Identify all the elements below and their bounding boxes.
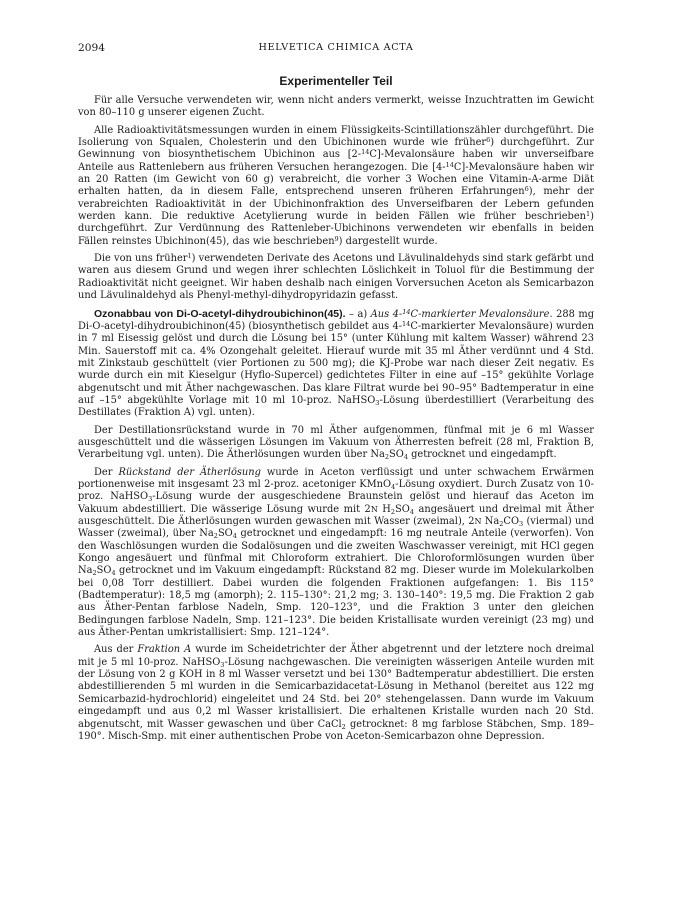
text-run: SO: [96, 565, 112, 577]
text-run: ), mehr der verabreichten Radioaktivität in der Ubichinonfraktion des Unverseifbaren der Lebern gefunden werden kann. Die reduktive Acetylierung wurde in beiden Fällen wie früher beschrieben: [78, 186, 594, 223]
section-title: Experimenteller Teil: [279, 74, 393, 88]
text-run: – a): [345, 308, 371, 320]
normality-symbol: N: [370, 504, 378, 514]
text-run: Der Destillationsrückstand wurde in 70 ml Äther aufgenommen, fünfmal mit je 6 ml Wasser ausgeschüttelt und die wässerigen Lösungen im Vakuum von Ätherresten befreit (28 ml, Fraktion B, Verarbeitung vgl. unten). Die Ätherlösungen wurden über Na: [78, 424, 594, 461]
text-run: CO: [503, 516, 520, 527]
text-run: Die von uns früher: [94, 253, 188, 265]
paragraph-distillation-residue: [78, 425, 594, 462]
isotope-superscript: 14: [402, 319, 411, 328]
text-run: C-markierter Mevalonsäure) wurden in 7 ml Eisessig gelöst und durch die Lösung bei 15° (unter Kühlung mit kaltem Wasser) während 23 Min. Sauerstoff mit ca. 4% Ozongehalt geleitet. Hierauf wurde mit 35 ml Äther verdünnt und 4 Std. mit Zinkstaub geschüttelt (vier Portionen zu 500 mg); die KJ-Probe war nach dieser Zeit negativ. Es wurde durch ein mit Kieselgur (Hyflo-Supercel) gedichtetes Filter in eine auf –15° gekühlte Vorlage abgenutscht und mit Äther nachgewaschen. Das klare Filtrat wurde bei 90–95° Badtemperatur in eine auf –15° abgekühlte Vorlage mit 10 ml 10-proz. NaHSO: [78, 320, 594, 406]
paragraph-radioactivity: [78, 125, 594, 248]
paragraph-derivatives: [78, 253, 594, 302]
text-run: wurde in Aceton verflüssigt und unter schwachem Erwärmen portionenweise mit insgesamt 23 ml 2-proz. acetoniger KMnO: [78, 466, 594, 490]
document-page: [78, 42, 594, 743]
journal-title: HELVETICA CHIMICA ACTA: [258, 42, 414, 53]
text-run: -Lösung wurde der ausgeschiedene Braunstein gelöst und hierauf das Aceton im Vakuum abdestilliert. Die wässerige Lösung wurde mit 2: [78, 491, 594, 515]
text-run: getrocknet und im Vakuum eingedampft: Rückstand 82 mg. Dieser wurde im Molekularkolben bei 0,08 Torr destilliert. Dabei wurden die folgenden Fraktionen aufgefangen: 1. Bis 115° (Badtemperatur): 18,5 mg (amorph); 2. 115–130°: 21,2 mg; 3. 130–140°: 19,5 mg. Die Fraktion 2 gab aus Äther-Pentan farblose Nadeln, Smp. 120–123°, und die Fraktion 3 unter den gleichen Bedingungen farblose Nadeln, Smp. 121–123°. Die beiden Kristallisate wurden vereinigt (23 mg) und aus Äther-Pentan umkristallisiert: Smp. 121–124°.: [78, 565, 594, 639]
text-run: angesäuert und dreimal mit Äther ausgeschüttelt. Die Ätherlösungen wurden gewaschen mit Wasser (zweimal), 2: [78, 503, 595, 527]
text-run: Alle Radioaktivitätsmessungen wurden in einem Flüssigkeits-Scintillationszähler durchgeführt. Die Isolierung von Squalen, Cholesterin und den Ubichinonen wurde wie früher: [78, 124, 594, 149]
subscript: 4: [232, 532, 237, 541]
subscript: 4: [409, 507, 414, 516]
text-run: ) durchgeführt. Zur Verdünnung des Rattenleber-Ubichinons verwendeten wir ebenfalls in beiden Fällen reinstes Ubichinon(45), das wie beschrieben: [78, 211, 594, 247]
subscript: 2: [213, 532, 218, 541]
text-run: Aus der: [94, 644, 138, 656]
subscript: 2: [390, 507, 396, 516]
isotope-superscript: 14: [361, 148, 370, 157]
text-run: ) verwendeten Derivate des Acetons und Lävulinaldehyds sind stark gefärbt und waren aus diesem Grund und wegen ihrer schlechten Löslichkeit in Toluol für die Bestimmung der Radioaktivität nicht geeignet. Wir haben deshalb nach einigen Vorversuchen Aceton als Semicarbazon und Lävulinaldehyd als Phenyl-methyl-dihydropyridazin gefasst.: [78, 253, 594, 302]
running-header: [78, 42, 594, 60]
reference-marker: 6: [524, 185, 529, 194]
text-run: getrocknet und eingedampft.: [407, 449, 557, 461]
text-run: -Lösung nachgewaschen. Die vereinigten wässerigen Anteile wurden mit der Lösung von 2 g KOH in 8 ml Wasser versetzt und bei 130° Badtemperatur abdestilliert. Die ersten abdestillierenden 5 ml wurden in die Semicarbazidacetat-Lösung in Methanol (bereitet aus 122 mg Semicarbazid-hydrochlorid) eingeleitet und 24 Std. bei 20° stehengelassen. Dann wurde im Vakuum eingedampft und aus 0,2 ml Wasser kristallisiert. Die erhaltenen Kristalle wurden nach 20 Std. abgenutscht, mit Wasser gewaschen und über CaCl: [78, 656, 594, 730]
text-run: getrocknet und eingedampft: 16 mg neutrale Anteile (verworfen). Von den Waschlösungen wurden die Sodalösungen und die zweiten Waschwasser vereinigt, mit HCl gegen Kongo angesäuert und fünfmal mit Chloroform extrahiert. Die Chloroformlösungen wurden über Na: [78, 528, 594, 577]
text-run: C]-Mevalonsäure haben wir unverseifbare Anteile aus Rattenlebern aus früheren Versuchen herangezogen. Die [4-: [78, 149, 594, 173]
text-run: ) dargestellt wurde.: [338, 235, 438, 247]
text-run: ) durchgeführt. Zur Gewinnung von biosynthetischem Ubichinon aus [2-: [78, 137, 594, 161]
text-run: SO: [388, 449, 404, 461]
subscript: 4: [403, 453, 408, 462]
text-run: Na: [481, 516, 500, 527]
text-run: 288 mg Di-O-acetyl-dihydroubichinon(45) (biosynthetisch gebildet aus 4-: [78, 308, 594, 332]
text-run: -Lösung oxydiert. Durch Zusatz von 10-proz. NaHSO: [78, 478, 594, 503]
reference-marker: 9: [334, 234, 339, 243]
isotope-superscript: 14: [445, 160, 454, 169]
subscript: 4: [111, 569, 116, 578]
subscript: 2: [384, 453, 389, 462]
text-run: C]-Mevalonsäure haben wir an 20 Ratten (im Gewicht von 60 g) verabreicht, die vorher 3 Wochen eine Vitamin-A-arme Diät erhalten hatten, da in diesem Falle, entsprechend unseren früheren Erfahrungen: [78, 161, 595, 198]
subscript: 3: [375, 398, 380, 407]
text-run: (viermal) und Wasser (zweimal), über Na: [78, 516, 594, 540]
subsection-heading: Ozonabbau von Di-O-acetyl-dihydroubichinon(45).: [94, 307, 346, 320]
subscript: 3: [148, 495, 153, 504]
text-run: SO: [395, 503, 410, 515]
italic-run: Fraktion A: [137, 644, 192, 656]
text-run: Der: [94, 466, 119, 478]
text-run: -Lösung überdestilliert (Verarbeitung des Destillates (Fraktion A) vgl. unten).: [78, 394, 594, 419]
subscript: 2: [92, 569, 97, 578]
text-run: getrocknet: 8 mg farblose Stäbchen, Smp. 189–190°. Misch-Smp. mit einer authentischen Probe von Aceton-Semicarbazon ohne Depression.: [78, 718, 595, 742]
reference-marker: 6: [486, 136, 491, 145]
paragraph-animals: Für alle Versuche verwendeten wir, wenn nicht anders vermerkt, weisse Inzuchtratten im Gewicht von 80–110 g unserer eigenen Zucht.: [78, 95, 594, 119]
text-run: H: [377, 503, 391, 515]
subscript: 2: [341, 722, 346, 731]
subscript: 4: [391, 482, 396, 491]
subscript: 3: [220, 660, 225, 669]
text-run: SO: [217, 528, 233, 540]
normality-symbol: N: [474, 517, 482, 526]
subscript: 3: [519, 520, 524, 528]
page-number: 2094: [78, 42, 105, 54]
reference-marker: 1: [586, 210, 591, 219]
italic-run: Rückstand der Ätherlösung: [118, 466, 261, 478]
paragraph-ether-residue: [78, 467, 594, 640]
reference-marker: 1: [187, 252, 192, 261]
paragraph-fraction-a: [78, 644, 594, 743]
paragraph-ozonolysis: [78, 308, 594, 420]
italic-run: C-markierter Mevalonsäure.: [410, 308, 553, 320]
text-run: wurde im Scheidetrichter der Äther abgetrennt und der letztere noch dreimal mit je 5 ml 10-proz. NaHSO: [78, 644, 594, 668]
isotope-superscript: 14: [402, 307, 411, 316]
subscript: 2: [499, 520, 504, 528]
italic-run: Aus 4-: [370, 308, 403, 320]
